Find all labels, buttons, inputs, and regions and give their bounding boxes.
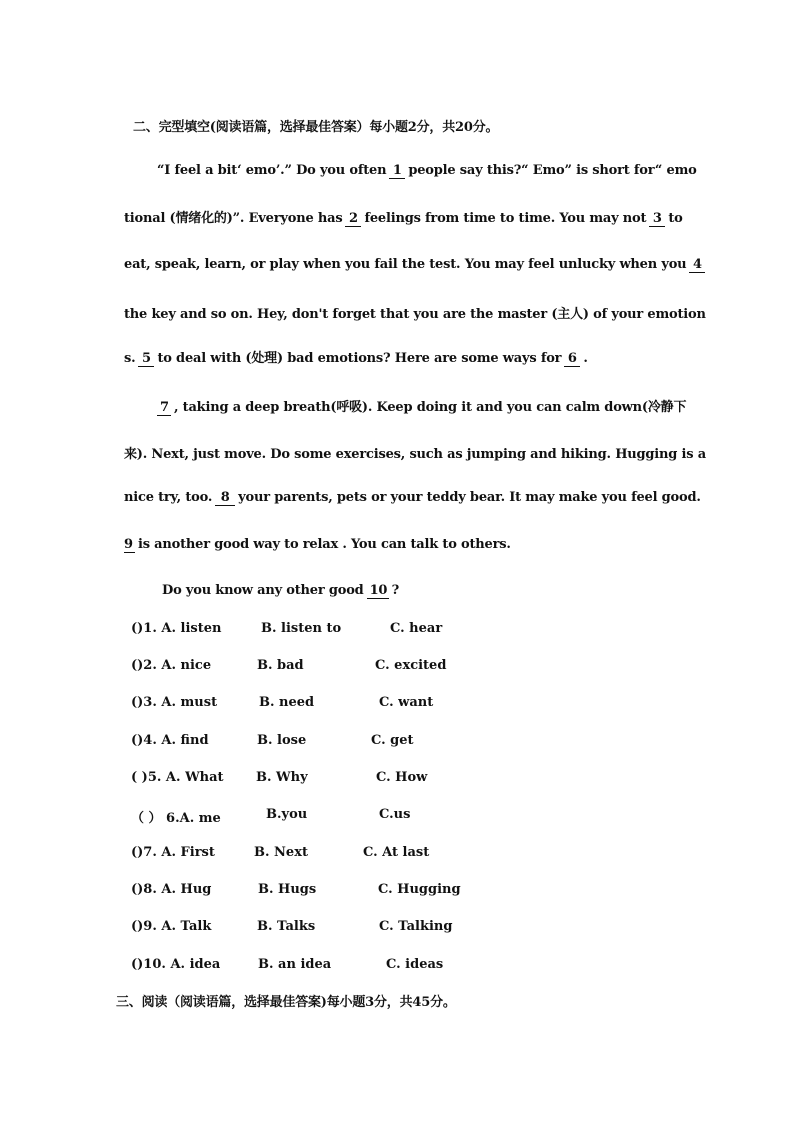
passage-text: nice try, too.: [124, 490, 213, 505]
passage-line-1: [157, 163, 697, 179]
section-2-heading: 二、完型填空(阅读语篇，选择最佳答案）每小题2分，共20分。: [133, 120, 499, 135]
passage-text: .: [583, 351, 588, 366]
passage-line-6: [157, 396, 686, 416]
question-4-option-b: B. lose: [257, 733, 307, 748]
passage-line-10: [162, 583, 399, 599]
question-7-option-c: C. At last: [363, 845, 430, 860]
blank-9: 9: [124, 538, 135, 553]
question-2-option-c: C. excited: [375, 658, 447, 673]
question-9-option-b: B. Talks: [257, 919, 316, 934]
passage-line-5: [124, 347, 588, 367]
blank-6: 6: [564, 352, 580, 367]
blank-7: 7: [157, 401, 171, 416]
passage-text: “I feel a bit‘ emo’.” Do you often: [157, 163, 387, 178]
question-3-option-b: B. need: [259, 695, 315, 710]
question-1-option-c: C. hear: [390, 621, 443, 636]
passage-text: to: [668, 211, 683, 226]
blank-8: 8: [215, 491, 235, 506]
question-4-stem: ()4. A. find: [131, 733, 209, 748]
passage-line-2: [124, 207, 683, 227]
question-8-stem: ()8. A. Hug: [131, 882, 212, 897]
passage-line-3: [124, 257, 708, 273]
passage-text: s.: [124, 351, 136, 366]
question-2-stem: ()2. A. nice: [131, 658, 212, 673]
question-6-option-c: C.us: [379, 807, 411, 822]
question-9-stem: ()9. A. Talk: [131, 919, 212, 934]
passage-line-8: [124, 490, 701, 506]
passage-text: to deal with (处理) bad emotions? Here are some ways for: [157, 351, 562, 366]
question-7-stem: ()7. A. First: [131, 845, 215, 860]
passage-text: tional (情绪化的)”. Everyone has: [124, 211, 343, 226]
passage-line-4: the key and so on. Hey, don't forget that you are the master (主人) of your emotion: [124, 307, 706, 322]
question-8-option-b: B. Hugs: [258, 882, 317, 897]
question-1-option-b: B. listen to: [261, 621, 342, 636]
question-7-option-b: B. Next: [254, 845, 308, 860]
question-5-stem: ( )5. A. What: [131, 770, 224, 785]
passage-text: eat, speak, learn, or play when you fail the test. You may feel unlucky when you: [124, 257, 687, 272]
passage-line-9: [124, 537, 511, 553]
question-3-stem: ()3. A. must: [131, 695, 218, 710]
question-9-option-c: C. Talking: [379, 919, 453, 934]
passage-text: your parents, pets or your teddy bear. It may make you feel good.: [238, 490, 701, 505]
blank-4: 4: [689, 258, 705, 273]
question-8-option-c: C. Hugging: [378, 882, 461, 897]
question-4-option-c: C. get: [371, 733, 414, 748]
blank-5: 5: [138, 352, 154, 367]
blank-1: 1: [389, 164, 405, 179]
question-5-option-b: B. Why: [256, 770, 308, 785]
question-2-option-b: B. bad: [257, 658, 304, 673]
question-3-option-c: C. want: [379, 695, 434, 710]
blank-3: 3: [649, 212, 665, 227]
blank-10: 10: [367, 584, 389, 599]
question-1-stem: ()1. A. listen: [131, 621, 222, 636]
question-10-stem: ()10. A. idea: [131, 957, 221, 972]
passage-text: is another good way to relax . You can talk to others.: [138, 537, 511, 552]
section-3-heading: 三、阅读（阅读语篇，选择最佳答案)每小题3分，共45分。: [116, 995, 456, 1010]
passage-text: Do you know any other good: [162, 583, 364, 598]
passage-text: feelings from time to time. You may not: [364, 211, 647, 226]
passage-text: ?: [391, 583, 399, 598]
passage-text: people say this?“ Emo” is short for“ emo: [408, 163, 697, 178]
passage-line-7: 来). Next, just move. Do some exercises, such as jumping and hiking. Hugging is a: [124, 447, 706, 462]
question-5-option-c: C. How: [376, 770, 428, 785]
question-10-option-b: B. an idea: [258, 957, 332, 972]
passage-text: , taking a deep breath(呼吸). Keep doing it and you can calm down(冷静下: [174, 400, 687, 415]
question-10-option-c: C. ideas: [386, 957, 444, 972]
question-6-stem: （ ） 6.A. me: [131, 811, 221, 826]
blank-2: 2: [345, 212, 361, 227]
question-6-option-b: B.you: [266, 807, 308, 822]
